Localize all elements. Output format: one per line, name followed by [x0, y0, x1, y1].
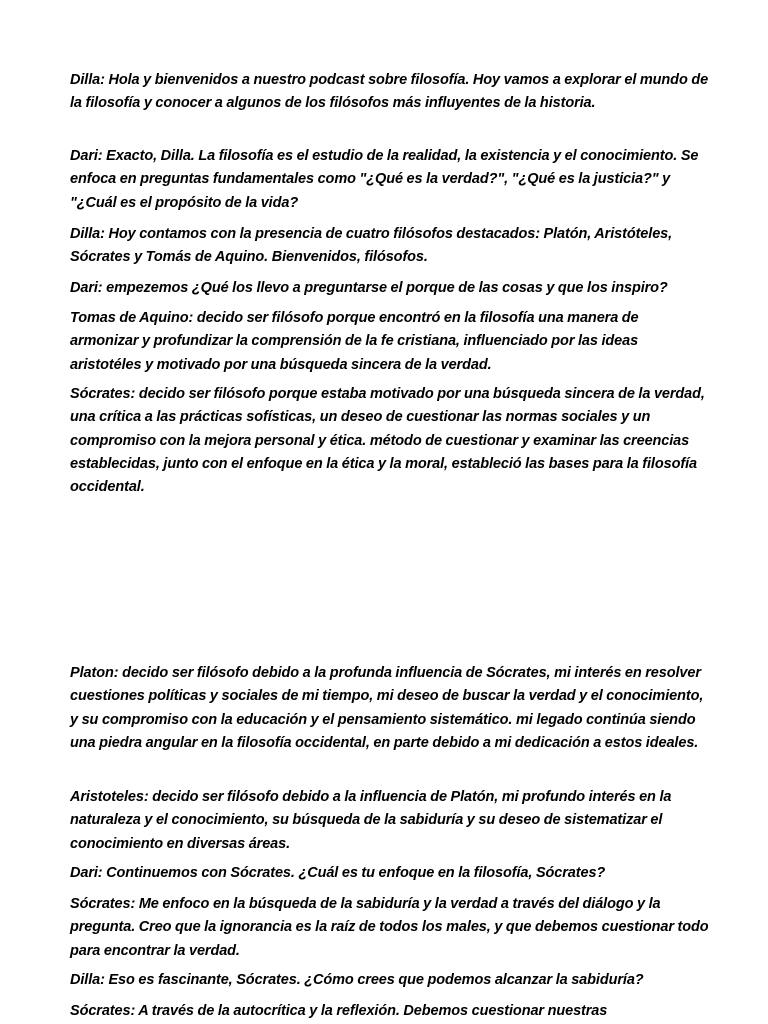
- paragraph-aquino-answer: Tomas de Aquino: decido ser filósofo porque encontró en la filosofía una manera de armonizar y profundizar la comprensión de la fe cristiana, influenciado por las ideas aristotéles y motivado por una búsqueda sincera de la verdad.: [70, 310, 639, 373]
- paragraph-dilla-wisdom: Dilla: Eso es fascinante, Sócrates. ¿Cómo crees que podemos alcanzar la sabiduría?: [70, 972, 644, 988]
- paragraph-socrates-answer: Sócrates: decido ser filósofo porque estaba motivado por una búsqueda sincera de la verdad, una crítica a las prácticas sofísticas, un deseo de cuestionar las normas sociales y un compromiso con la mejora personal y ética. método de cuestionar y examinar las creencias establecidas, junto con el enfoque en la ética y la moral, estableció las bases para la filosofía occidental.: [70, 386, 705, 496]
- paragraph-dilla-guests: Dilla: Hoy contamos con la presencia de cuatro filósofos destacados: Platón, Aristóteles, Sócrates y Tomás de Aquino. Bienvenidos, filósofos.: [70, 226, 673, 266]
- paragraph-socrates-reflection: Sócrates: A través de la autocrítica y la reflexión. Debemos cuestionar nuestras: [70, 1003, 608, 1019]
- paragraph-dari-definition: Dari: Exacto, Dilla. La filosofía es el estudio de la realidad, la existencia y el conocimiento. Se enfoca en preguntas fundamentales como "¿Qué es la verdad?", "¿Qué es la justicia?" y "¿Cuál es el propósito de la vida?: [70, 148, 699, 211]
- paragraph-dari-question: Dari: empezemos ¿Qué los llevo a preguntarse el porque de las cosas y que los inspiro?: [70, 280, 668, 296]
- paragraph-dari-continue: Dari: Continuemos con Sócrates. ¿Cuál es tu enfoque en la filosofía, Sócrates?: [70, 865, 606, 881]
- paragraph-socrates-focus: Sócrates: Me enfoco en la búsqueda de la sabiduría y la verdad a través del diálogo y la pregunta. Creo que la ignorancia es la raíz de todos los males, y que debemos cuestionar todo para encontrar la verdad.: [70, 896, 709, 959]
- paragraph-dilla-intro: Dilla: Hola y bienvenidos a nuestro podcast sobre filosofía. Hoy vamos a explorar el mundo de la filosofía y conocer a algunos de los filósofos más influyentes de la historia.: [70, 72, 709, 112]
- paragraph-platon-answer: Platon: decido ser filósofo debido a la profunda influencia de Sócrates, mi interés en resolver cuestiones políticas y sociales de mi tiempo, mi deseo de buscar la verdad y el conocimiento, y su compromiso con la educación y el pensamiento sistemático. mi legado continúa siendo una piedra angular en la filosofía occidental, en parte debido a mi dedicación a estos ideales.: [70, 665, 704, 751]
- paragraph-aristoteles-answer: Aristoteles: decido ser filósofo debido a la influencia de Platón, mi profundo interés en la naturaleza y el conocimiento, su búsqueda de la sabiduría y su deseo de sistematizar el conocimiento en diversas áreas.: [70, 789, 672, 852]
